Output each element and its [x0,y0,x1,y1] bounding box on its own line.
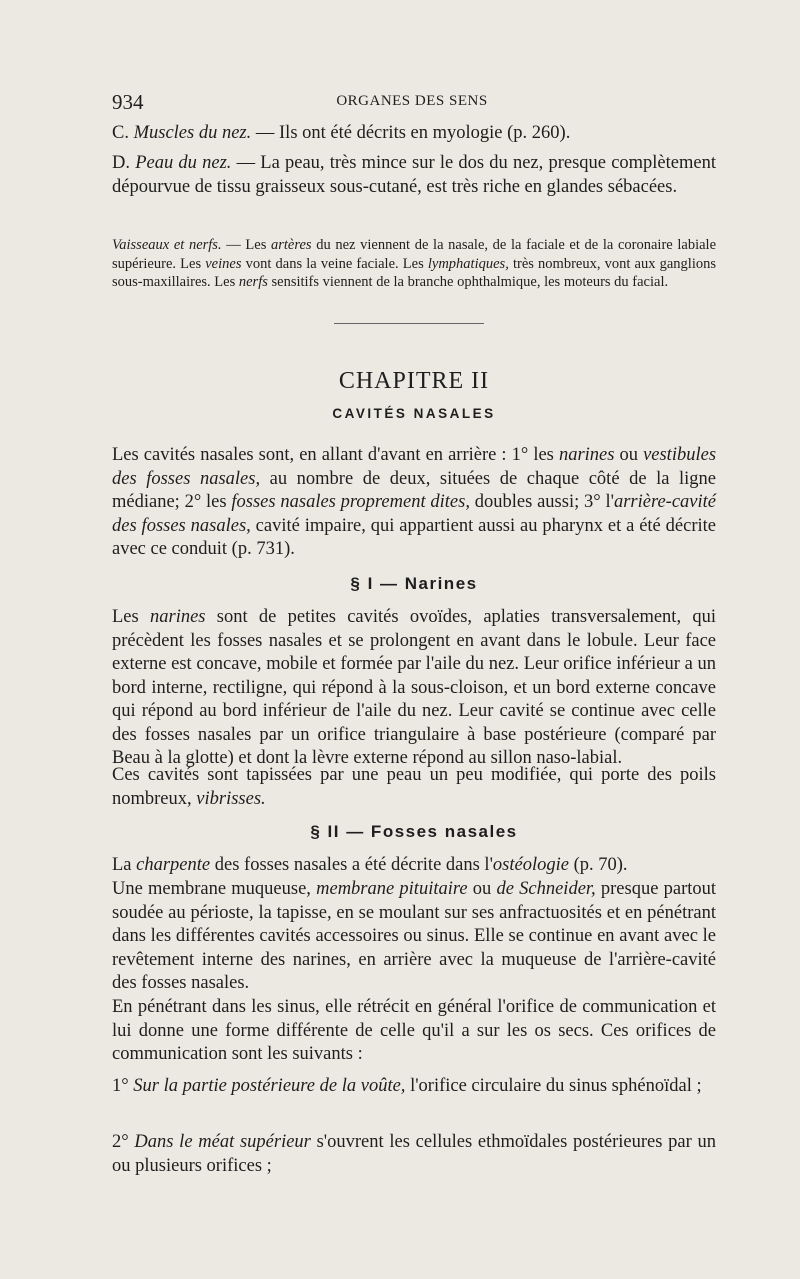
section-1-paragraph-2 [112,764,716,811]
intro-text-4: doubles aussi; 3° l' [469,492,614,512]
intro-term-narines: narines [558,445,615,465]
s1p1-text-1: Les [112,607,150,627]
s2p1-text-2: des fosses nasales a été décrite dans l' [210,855,493,875]
block-c-label: C. [112,123,129,143]
vessels-text-1: — Les [221,237,271,253]
chapter-subtitle: CAVITÉS NASALES [332,406,496,421]
intro-text-2: ou [614,445,644,465]
s2p2-text-2: ou [467,879,497,899]
s1p1-text-2: sont de petites cavités ovoïdes, aplaties transversalement, qui précèdent les fosses nasales et se prolongent en avant dans le lobule. Leur face externe est concave, mobile et formée par l'aile du nez. Leur orifice inférieur a un bord interne, rectiligne, qui répond à la sous-cloison, et un bord externe concave qui répond au bord inférieur de l'aile du nez. Leur cavité se continue avec celle des fosses nasales par un orifice triangulaire à base postérieure (comparé par Beau à la glotte) et dont la lèvre externe répond au sillon naso-labial. [112,607,716,768]
block-c [112,122,716,146]
chapter-title: CHAPITRE II [338,368,490,394]
section-2-item-1 [112,1075,716,1099]
intro-text-1: Les cavités nasales sont, en allant d'avant en arrière : 1° les [112,445,559,465]
intro-paragraph [112,444,716,562]
vessels-text-5: sensitifs viennent de la branche ophthalmique, les moteurs du facial. [267,274,669,290]
section-2-title: § II — Fosses nasales [310,822,518,841]
s2p1-term-osteologie: ostéologie [492,855,569,875]
vessels-term-veines: veines [205,255,242,272]
s2p2-text-1: Une membrane muqueuse, [112,879,317,899]
s1p1-term-narines: narines [150,607,206,627]
vessels-term-lymphatiques: lymphatiques, [427,255,509,272]
s2p3-text: En pénétrant dans les sinus, elle rétrécit en général l'orifice de communication et lui donne une forme différente de celle qu'il a sur les os secs. Ces orifices de communication sont les suivants : [112,997,716,1064]
block-d-label: D. [112,153,130,173]
item1-number: 1° [112,1076,134,1096]
block-c-heading: Muscles du nez. [133,123,252,143]
s1p2-term-vibrisses: vibrisses. [196,788,266,809]
running-header [112,90,712,114]
block-d-heading: Peau du nez. [135,153,232,173]
vessels-term-nerfs: nerfs [238,274,268,290]
vessels-text-3: vont dans la veine faciale. Les [241,255,428,272]
item2-term: Dans le méat supérieur [134,1132,311,1152]
intro-text-5: cavité impaire, qui appartient aussi au pharynx et a été décrite avec ce conduit (p. 731). [112,515,716,559]
intro-term-fosses: fosses nasales proprement dites, [231,492,470,512]
s1p2-text-1: Ces cavités sont tapissées par une peau un peu modifiée, qui porte des poils nombreux, [112,765,716,809]
section-2-paragraph-1 [112,854,716,878]
section-2-paragraph-3 [112,996,716,1067]
intro-term-vestibules: vestibules des fosses nasales, [112,445,717,489]
section-divider [334,323,484,324]
intro-text-3: au nombre de deux, situées de chaque côté de la ligne médiane; 2° les [112,468,716,512]
section-1-title: § I — Narines [350,574,478,593]
item2-text: s'ouvrent les cellules ethmoïdales postérieures par un ou plusieurs orifices ; [112,1132,716,1176]
block-d [112,152,716,199]
s2p2-text-3: presque partout soudée au périoste, la tapisse, en se moulant sur ses anfractuosités et en pénétrant dans les différentes cavités accessoires ou sinus. Elle se continue en avant avec le revêtement interne des narines, en arrière avec la muqueuse de l'arrière-cavité des fosses nasales. [112,879,717,993]
vessels-text-2: du nez viennent de la nasale, de la faciale et de la coronaire labiale supérieure. Les [112,237,717,272]
page-number: 934 [112,90,144,114]
vessels-nerves-paragraph [112,236,716,292]
section-2-item-2 [112,1131,716,1178]
vessels-heading: Vaisseaux et nerfs. [112,237,222,253]
vessels-term-arteres: artères [271,237,312,253]
item1-term: Sur la partie postérieure de la voûte, [133,1076,406,1096]
s2p1-text-3: (p. 70). [568,855,628,875]
s2p2-term-schneider: de Schneider, [496,879,596,899]
running-title: ORGANES DES SENS [336,93,488,109]
block-d-text: — La peau, très mince sur le dos du nez, presque complètement dépourvue de tissu graisseux sous-cutané, est très riche en glandes sébacées. [112,153,716,197]
s2p1-text-1: La [112,855,137,875]
section-1-paragraph-1 [112,606,716,771]
item2-number: 2° [112,1132,135,1152]
item1-text: l'orifice circulaire du sinus sphénoïdal ; [405,1076,702,1096]
intro-term-arriere-cavite: arrière-cavité des fosses nasales, [112,492,716,536]
vessels-text-4: très nombreux, vont aux ganglions sous-maxillaires. Les [112,255,716,290]
s2p1-term-charpente: charpente [136,855,211,875]
s2p2-term-membrane-pituitaire: membrane pituitaire [316,879,468,899]
block-c-text: — Ils ont été décrits en myologie (p. 260). [251,123,571,143]
section-2-paragraph-2 [112,878,716,996]
